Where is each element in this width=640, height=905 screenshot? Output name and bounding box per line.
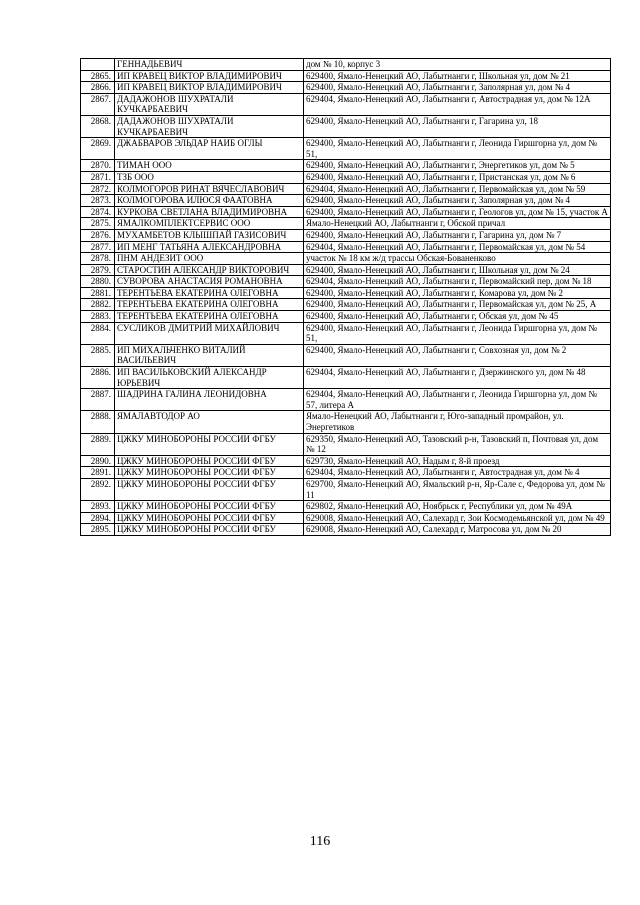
organization-name: ИП ВАСИЛЬКОВСКИЙ АЛЕКСАНДР ЮРЬЕВИЧ: [115, 367, 304, 389]
row-number: 2871.: [81, 171, 115, 183]
table-row: [81, 478, 611, 500]
table-row: [81, 467, 611, 479]
organization-address: 629400, Ямало-Ненецкий АО, Лабытнанги г, Леонида Гиршгорна ул, дом № 51,: [304, 138, 611, 160]
row-number: 2887.: [81, 389, 115, 411]
organization-name: ПНМ АНДЕЗИТ ООО: [115, 253, 304, 265]
organization-address: дом № 10, корпус 3: [304, 59, 611, 71]
table-row: [81, 276, 611, 288]
row-number: 2880.: [81, 276, 115, 288]
organization-address: 629400, Ямало-Ненецкий АО, Лабытнанги г, Школьная ул, дом № 21: [304, 70, 611, 82]
table-row: [81, 299, 611, 311]
organization-address: 629400, Ямало-Ненецкий АО, Лабытнанги г, Обская ул, дом № 45: [304, 311, 611, 323]
table-row: [81, 241, 611, 253]
table-row: [81, 115, 611, 137]
organization-address: 629404, Ямало-Ненецкий АО, Лабытнанги г, Леонида Гиршгорна ул, дом № 57, литера А: [304, 389, 611, 411]
organization-address: 629404, Ямало-Ненецкий АО, Лабытнанги г, Первомайская ул, дом № 59: [304, 183, 611, 195]
row-number: 2881.: [81, 287, 115, 299]
organization-name: ТЕРЕНТЬЕВА ЕКАТЕРИНА ОЛЕГОВНА: [115, 299, 304, 311]
row-number: [81, 59, 115, 71]
row-number: 2886.: [81, 367, 115, 389]
organization-address: 629400, Ямало-Ненецкий АО, Лабытнанги г, Пристанская ул, дом № 6: [304, 171, 611, 183]
organization-address: 629404, Ямало-Ненецкий АО, Лабытнанги г, Дзержинского ул, дом № 48: [304, 367, 611, 389]
organization-address: 629400, Ямало-Ненецкий АО, Лабытнанги г, Гагарина ул, дом № 7: [304, 229, 611, 241]
row-number: 2890.: [81, 455, 115, 467]
organization-address: участок № 18 км ж/д трассы Обская-Бованенково: [304, 253, 611, 265]
row-number: 2888.: [81, 411, 115, 433]
organization-name: ЯМАЛАВТОДОР АО: [115, 411, 304, 433]
table-row: [81, 433, 611, 455]
organization-name: ЦЖКУ МИНОБОРОНЫ РОССИИ ФГБУ: [115, 524, 304, 536]
organization-address: 629008, Ямало-Ненецкий АО, Салехард г, Матросова ул, дом № 20: [304, 524, 611, 536]
organization-address: 629730, Ямало-Ненецкий АО, Надым г, 8-й проезд: [304, 455, 611, 467]
table-row: [81, 138, 611, 160]
table-row: [81, 183, 611, 195]
table-row: [81, 82, 611, 94]
organization-name: ЦЖКУ МИНОБОРОНЫ РОССИИ ФГБУ: [115, 512, 304, 524]
row-number: 2893.: [81, 501, 115, 513]
table-row: [81, 218, 611, 230]
organization-name: ГЕННАДЬЕВИЧ: [115, 59, 304, 71]
organization-address: 629400, Ямало-Ненецкий АО, Лабытнанги г, Гагарина ул, 18: [304, 115, 611, 137]
organization-address: Ямало-Ненецкий АО, Лабытнанги г, Обской причал: [304, 218, 611, 230]
organization-name: ИП МЕНГ ТАТЬЯНА АЛЕКСАНДРОВНА: [115, 241, 304, 253]
table-row: [81, 501, 611, 513]
organization-address: 629400, Ямало-Ненецкий АО, Лабытнанги г, Совхозная ул, дом № 2: [304, 344, 611, 366]
row-number: 2882.: [81, 299, 115, 311]
organization-name: ТЕРЕНТЬЕВА ЕКАТЕРИНА ОЛЕГОВНА: [115, 311, 304, 323]
organization-name: СУВОРОВА АНАСТАСИЯ РОМАНОВНА: [115, 276, 304, 288]
organization-name: ЦЖКУ МИНОБОРОНЫ РОССИИ ФГБУ: [115, 501, 304, 513]
organization-name: ТЕРЕНТЬЕВА ЕКАТЕРИНА ОЛЕГОВНА: [115, 287, 304, 299]
row-number: 2894.: [81, 512, 115, 524]
table-row: [81, 344, 611, 366]
row-number: 2889.: [81, 433, 115, 455]
organization-address: 629700, Ямало-Ненецкий АО, Ямальский р-н, Яр-Сале с, Федорова ул, дом № 11: [304, 478, 611, 500]
table-row: [81, 322, 611, 344]
registry-table-body: [81, 59, 611, 536]
organization-name: ИП КРАВЕЦ ВИКТОР ВЛАДИМИРОВИЧ: [115, 70, 304, 82]
organization-address: 629400, Ямало-Ненецкий АО, Лабытнанги г, Заполярная ул, дом № 4: [304, 195, 611, 207]
table-row: [81, 389, 611, 411]
organization-name: КОЛМОГОРОВ РИНАТ ВЯЧЕСЛАВОВИЧ: [115, 183, 304, 195]
organization-name: ДАДАЖОНОВ ШУХРАТАЛИ КУЧКАРБАЕВИЧ: [115, 115, 304, 137]
table-row: [81, 229, 611, 241]
organization-address: 629400, Ямало-Ненецкий АО, Лабытнанги г, Энергетиков ул, дом № 5: [304, 160, 611, 172]
row-number: 2885.: [81, 344, 115, 366]
row-number: 2870.: [81, 160, 115, 172]
table-row: [81, 160, 611, 172]
table-row: [81, 455, 611, 467]
organization-name: ТЗБ ООО: [115, 171, 304, 183]
organization-name: ИП КРАВЕЦ ВИКТОР ВЛАДИМИРОВИЧ: [115, 82, 304, 94]
organization-name: ДЖАБВАРОВ ЭЛЬДАР НАИБ ОГЛЫ: [115, 138, 304, 160]
organization-name: ИП МИХАЛЬЧЕНКО ВИТАЛИЙ ВАСИЛЬЕВИЧ: [115, 344, 304, 366]
organization-address: 629802, Ямало-Ненецкий АО, Ноябрьск г, Республики ул, дом № 49А: [304, 501, 611, 513]
organization-address: 629350, Ямало-Ненецкий АО, Тазовский р-н, Тазовский п, Почтовая ул, дом № 12: [304, 433, 611, 455]
registry-table: [80, 58, 611, 536]
table-row: [81, 171, 611, 183]
organization-name: ЦЖКУ МИНОБОРОНЫ РОССИИ ФГБУ: [115, 433, 304, 455]
table-row: [81, 195, 611, 207]
organization-name: ЯМАЛКОМПЛЕКТСЕРВИС ООО: [115, 218, 304, 230]
table-row: [81, 93, 611, 115]
organization-address: 629404, Ямало-Ненецкий АО, Лабытнанги г, Автострадная ул, дом № 12А: [304, 93, 611, 115]
table-row: [81, 59, 611, 71]
page-number: 116: [309, 834, 331, 849]
row-number: 2874.: [81, 206, 115, 218]
row-number: 2873.: [81, 195, 115, 207]
registry-table-container: [80, 58, 610, 536]
table-row: [81, 70, 611, 82]
organization-name: КУРКОВА СВЕТЛАНА ВЛАДИМИРОВНА: [115, 206, 304, 218]
row-number: 2868.: [81, 115, 115, 137]
table-row: [81, 287, 611, 299]
row-number: 2867.: [81, 93, 115, 115]
table-row: [81, 253, 611, 265]
organization-address: 629400, Ямало-Ненецкий АО, Лабытнанги г, Геологов ул, дом № 15, участок А: [304, 206, 611, 218]
row-number: 2891.: [81, 467, 115, 479]
organization-address: 629400, Ямало-Ненецкий АО, Лабытнанги г, Первомайская ул, дом № 25, А: [304, 299, 611, 311]
table-row: [81, 411, 611, 433]
row-number: 2872.: [81, 183, 115, 195]
organization-address: 629404, Ямало-Ненецкий АО, Лабытнанги г, Автострадная ул, дом № 4: [304, 467, 611, 479]
table-row: [81, 512, 611, 524]
organization-address: Ямало-Ненецкий АО, Лабытнанги г, Юго-западный промрайон, ул. Энергетиков: [304, 411, 611, 433]
organization-address: 629400, Ямало-Ненецкий АО, Лабытнанги г, Леонида Гиршгорна ул, дом № 51,: [304, 322, 611, 344]
row-number: 2865.: [81, 70, 115, 82]
organization-name: КОЛМОГОРОВА ИЛЮСЯ ФААТОВНА: [115, 195, 304, 207]
row-number: 2876.: [81, 229, 115, 241]
organization-name: ШАДРИНА ГАЛИНА ЛЕОНИДОВНА: [115, 389, 304, 411]
row-number: 2884.: [81, 322, 115, 344]
table-row: [81, 367, 611, 389]
row-number: 2883.: [81, 311, 115, 323]
organization-name: СУСЛИКОВ ДМИТРИЙ МИХАЙЛОВИЧ: [115, 322, 304, 344]
row-number: 2866.: [81, 82, 115, 94]
organization-name: СТАРОСТИН АЛЕКСАНДР ВИКТОРОВИЧ: [115, 264, 304, 276]
table-row: [81, 264, 611, 276]
organization-name: ЦЖКУ МИНОБОРОНЫ РОССИИ ФГБУ: [115, 455, 304, 467]
organization-address: 629008, Ямало-Ненецкий АО, Салехард г, Зои Космодемьянской ул, дом № 49: [304, 512, 611, 524]
row-number: 2879.: [81, 264, 115, 276]
organization-address: 629400, Ямало-Ненецкий АО, Лабытнанги г, Школьная ул, дом № 24: [304, 264, 611, 276]
organization-name: ЦЖКУ МИНОБОРОНЫ РОССИИ ФГБУ: [115, 467, 304, 479]
row-number: 2869.: [81, 138, 115, 160]
organization-address: 629404, Ямало-Ненецкий АО, Лабытнанги г, Первомайский пер, дом № 18: [304, 276, 611, 288]
organization-name: ЦЖКУ МИНОБОРОНЫ РОССИИ ФГБУ: [115, 478, 304, 500]
table-row: [81, 524, 611, 536]
organization-name: ДАДАЖОНОВ ШУХРАТАЛИ КУЧКАРБАЕВИЧ: [115, 93, 304, 115]
row-number: 2895.: [81, 524, 115, 536]
row-number: 2877.: [81, 241, 115, 253]
row-number: 2892.: [81, 478, 115, 500]
organization-name: МУХАМБЕТОВ КЛЫШПАЙ ГАЗИСОВИЧ: [115, 229, 304, 241]
row-number: 2878.: [81, 253, 115, 265]
table-row: [81, 206, 611, 218]
organization-address: 629404, Ямало-Ненецкий АО, Лабытнанги г, Первомайская ул, дом № 54: [304, 241, 611, 253]
organization-address: 629400, Ямало-Ненецкий АО, Лабытнанги г, Комарова ул, дом № 2: [304, 287, 611, 299]
organization-address: 629400, Ямало-Ненецкий АО, Лабытнанги г, Заполярная ул, дом № 4: [304, 82, 611, 94]
organization-name: ТИМАН ООО: [115, 160, 304, 172]
row-number: 2875.: [81, 218, 115, 230]
table-row: [81, 311, 611, 323]
